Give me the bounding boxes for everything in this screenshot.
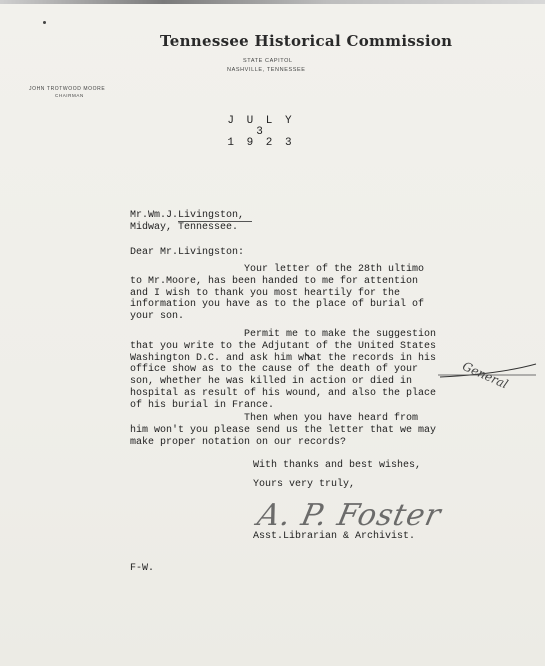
paragraph-line: Permit me to make the suggestion xyxy=(130,329,437,340)
paragraph-line: make proper notation on our records? xyxy=(130,436,347,448)
address-line1: Mr.Wm.J.Livingston, xyxy=(130,210,245,221)
letterhead-address-line2: NASHVILLE, TENNESSEE xyxy=(227,67,306,73)
date-month: J U L Y xyxy=(227,115,295,127)
paragraph-line: Washington D.C. and ask him what the records in his xyxy=(130,352,437,364)
paragraph-line: to Mr.Moore, has been handed to me for attention xyxy=(130,275,419,287)
letterhead-title: Tennessee Historical Commission xyxy=(160,32,453,50)
paragraph-line: information you have as to the place of burial of xyxy=(130,299,425,311)
signer-title: Asst.Librarian & Archivist. xyxy=(253,531,416,542)
handwritten-insert: General xyxy=(460,359,511,392)
salutation: Dear Mr.Livingston: xyxy=(130,247,245,258)
paragraph-line: Then when you have heard from xyxy=(130,413,419,424)
date-day: 3 xyxy=(256,126,266,138)
paper-mark xyxy=(43,21,46,24)
paragraph-3 xyxy=(130,413,436,448)
paragraph-line: Your letter of the 28th ultimo xyxy=(130,264,425,275)
closing-signoff: Yours very truly, xyxy=(253,479,356,490)
chairman-title: CHAIRMAN xyxy=(55,93,84,98)
paragraph-line: of his burial in France. xyxy=(130,399,275,411)
paragraph-line: and I wish to thank you most heartily for the xyxy=(130,287,401,299)
handwritten-signature: A. P. Foster xyxy=(254,498,445,533)
paragraph-1 xyxy=(130,264,424,323)
paragraph-line: your son. xyxy=(130,311,185,323)
paragraph-line: hospital as result of his wound, and also the place xyxy=(130,387,437,399)
paragraph-line: him won't you please send us the letter that we may xyxy=(130,424,437,436)
paragraph-line: son, whether he was killed in action or died in xyxy=(130,376,413,388)
date-year: 1 9 2 3 xyxy=(227,137,295,149)
paragraph-line: that you write to the Adjutant of the United States xyxy=(130,340,437,352)
closing-thanks: With thanks and best wishes, xyxy=(253,460,422,471)
letterhead-address-line1: STATE CAPITOL xyxy=(243,58,293,64)
address-underline xyxy=(178,221,252,222)
paragraph-line: office show as to the cause of the death of your xyxy=(130,364,419,376)
page-top-edge xyxy=(0,0,545,4)
typist-initials: F-W. xyxy=(130,563,155,574)
chairman-name: JOHN TROTWOOD MOORE xyxy=(29,86,106,92)
address-line2: Midway, Tennessee. xyxy=(130,222,239,233)
